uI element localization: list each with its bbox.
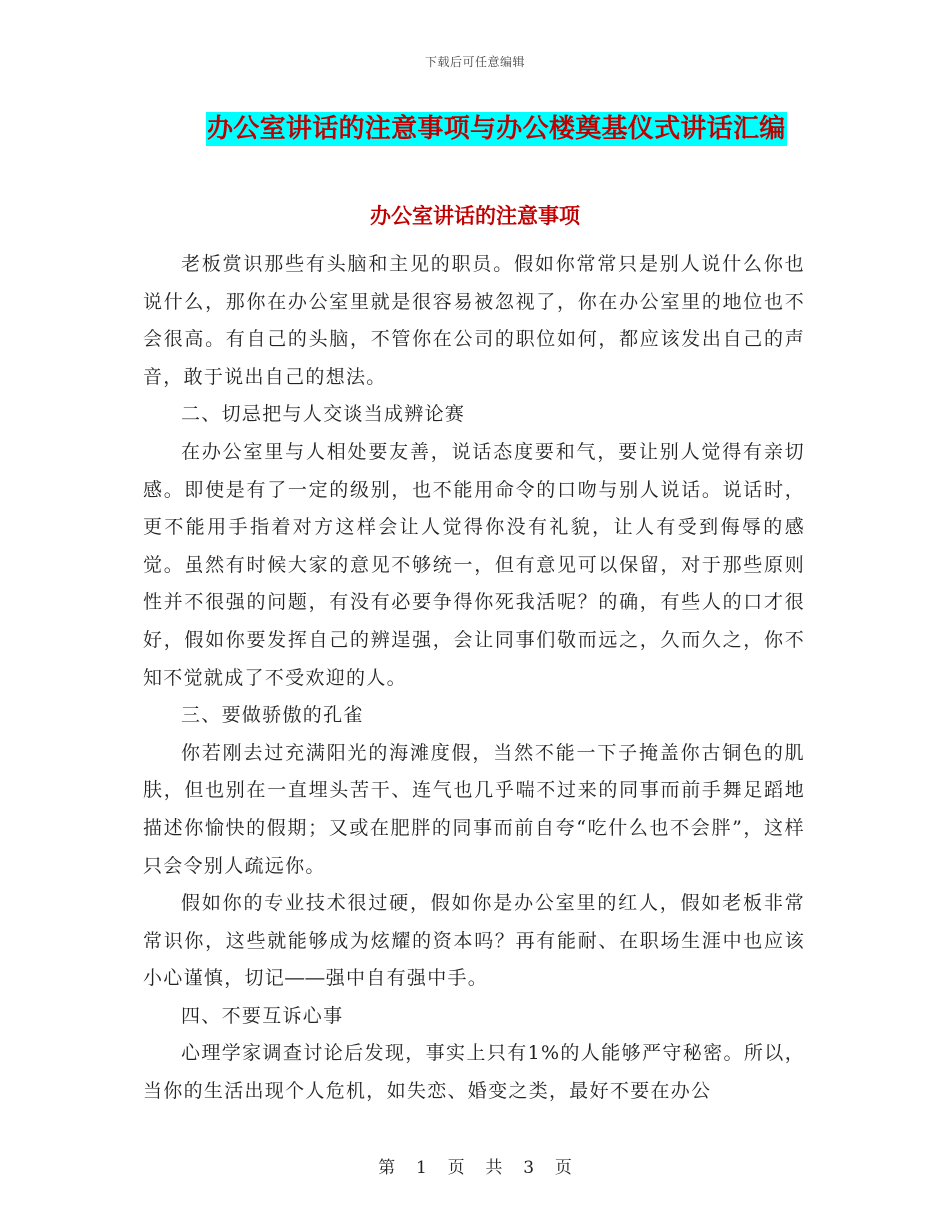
- paragraph: 老板赏识那些有头脑和主见的职员。假如你常常只是别人说什么你也说什么，那你在办公室里就是很容易被忽视了，你在办公室里的地位也不会很高。有自己的头脑，不管你在公司的职位如何，都应该发出自己的声音，敢于说出自己的想法。: [143, 253, 805, 388]
- document-title: 办公室讲话的注意事项与办公楼奠基仪式讲话汇编: [207, 114, 786, 144]
- footer-current-page: 1: [415, 1158, 427, 1178]
- paragraph-heading: 二、切忌把与人交谈当成辨论赛: [181, 403, 466, 426]
- document-title-container: [206, 112, 787, 146]
- page-header-note: 下载后可任意编辑: [424, 55, 525, 69]
- footer-label-page-end: 页: [554, 1158, 572, 1178]
- paragraph: 假如你的专业技术很过硬，假如你是办公室里的红人，假如老板非常常识你，这些就能够成为炫耀的资本吗？再有能耐、在职场生涯中也应该小心谨慎，切记――强中自有强中手。: [143, 892, 805, 990]
- paragraph: 你若刚去过充满阳光的海滩度假，当然不能一下子掩盖你古铜色的肌肤，但也别在一直埋头苦干、连气也几乎喘不过来的同事而前手舞足蹈地描述你愉快的假期；又或在肥胖的同事而前自夸“吃什么也不会胖”，这样只会令别人疏远你。: [143, 741, 805, 877]
- document-body: [143, 246, 805, 1111]
- paragraph-heading: 三、要做骄傲的孔雀: [181, 704, 364, 727]
- footer-label-page: 页: [447, 1158, 465, 1178]
- section-title: 办公室讲话的注意事项: [370, 203, 580, 228]
- footer-label-total: 共: [485, 1158, 503, 1178]
- page-footer: [0, 1153, 950, 1178]
- paragraph: 心理学家调查讨论后发现，事实上只有1%的人能够严守秘密。所以，当你的生活出现个人危机，如失恋、婚变之类，最好不要在办公: [143, 1042, 805, 1103]
- paragraph-heading: 四、不要互诉心事: [181, 1004, 344, 1027]
- footer-total-pages: 3: [523, 1158, 535, 1178]
- paragraph: 在办公室里与人相处要友善，说话态度要和气，要让别人觉得有亲切感。即使是有了一定的级别，也不能用命令的口吻与别人说话。说话时，更不能用手指着对方这样会让人觉得你没有礼貌，让人有受到侮辱的感觉。虽然有时候大家的意见不够统一，但有意见可以保留，对于那些原则性并不很强的问题，有没有必要争得你死我活呢？的确，有些人的口才很好，假如你要发挥自己的辨逞强，会让同事们敬而远之，久而久之，你不知不觉就成了不受欢迎的人。: [143, 440, 805, 689]
- footer-label-prefix: 第: [378, 1158, 396, 1178]
